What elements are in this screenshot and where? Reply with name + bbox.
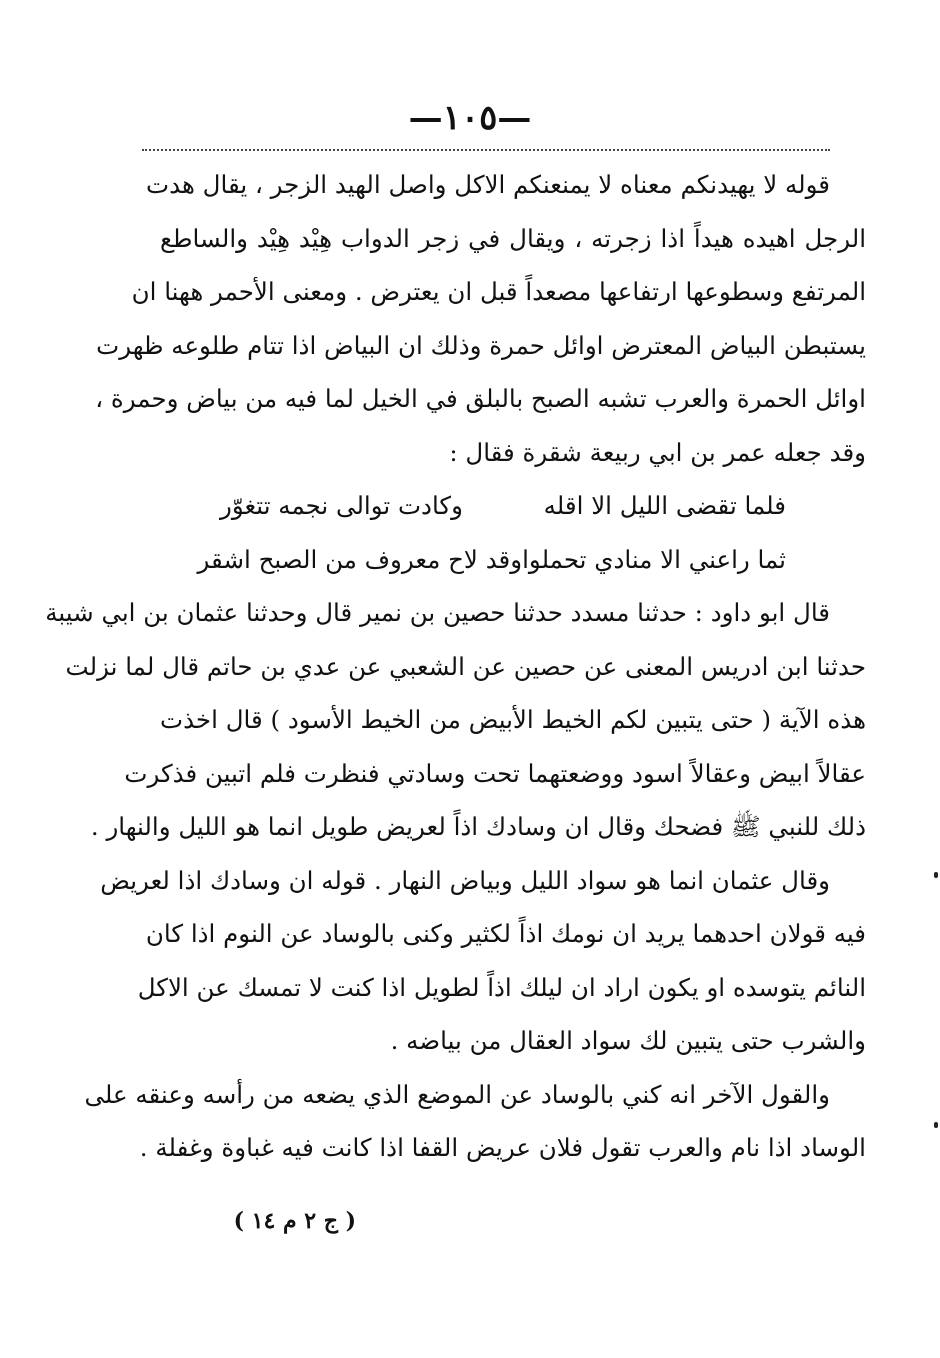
body-text bbox=[45, 158, 866, 1175]
verse-line bbox=[160, 533, 866, 587]
text-line: وقال عثمان انما هو سواد الليل وبياض النهار . قوله ان وسادك اذا لعريض bbox=[100, 865, 830, 895]
text-line: حدثنا ابن ادريس المعنى عن حصين عن الشعبي عن عدي بن حاتم قال لما نزلت bbox=[65, 651, 866, 681]
text-line: المرتفع وسطوعها ارتفاعها مصعداً قبل ان يعترض . ومعنى الأحمر ههنا ان bbox=[131, 277, 866, 306]
text-line: قال ابو داود : حدثنا مسدد حدثنا حصين بن نمير قال وحدثنا عثمان بن ابي شيبة bbox=[45, 598, 830, 627]
text-line: الوساد اذا نام والعرب تقول فلان عريض القفا اذا كانت فيه غباوة وغفلة . bbox=[139, 1133, 866, 1162]
text-line: والشرب حتى يتبين لك سواد العقال من بياضه . bbox=[390, 1026, 866, 1055]
text-line: وقد جعله عمر بن ابي ربيعة شقرة فقال : bbox=[449, 437, 866, 467]
verse-second-hemistich: وقد لاح معروف من الصبح اشقر bbox=[197, 544, 523, 574]
paragraph-1 bbox=[95, 158, 866, 479]
text-line: الرجل اهيده هيداً اذا زجرته ، ويقال في زجر الدواب هِيْد هِيْد والساطع bbox=[160, 223, 866, 253]
verse-first-hemistich: فلما تقضى الليل الا اقله bbox=[543, 491, 786, 520]
verse-first-hemistich: ثما راعني الا منادي تحملوا bbox=[522, 544, 786, 574]
scan-mark bbox=[934, 1122, 938, 1128]
text-line: والقول الآخر انه كني بالوساد عن الموضع الذي يضعه من رأسه وعنقه على bbox=[84, 1079, 830, 1109]
text-line: هذه الآية ( حتى يتبين لكم الخيط الأبيض من الخيط الأسود ) قال اخذت bbox=[160, 705, 866, 734]
text-line: فيه قولان احدهما يريد ان نومك اذاً لكثير وكنى بالوساد عن النوم اذا كان bbox=[145, 919, 866, 948]
text-line: يستبطن البياض المعترض اوائل حمرة وذلك ان البياض اذا تتام طلوعه ظهرت bbox=[96, 330, 866, 360]
text-line: اوائل الحمرة والعرب تشبه الصبح بالبلق في الخيل لما فيه من بياض وحمرة ، bbox=[95, 384, 866, 413]
verse-line bbox=[160, 479, 866, 533]
scan-mark bbox=[934, 872, 938, 878]
text-line: ذلك للنبي ﷺ فضحك وقال ان وسادك اذاً لعريض طويل انما هو الليل والنهار . bbox=[90, 812, 866, 841]
text-line: عقالاً ابيض وعقالاً اسود ووضعتهما تحت وسادتي فنظرت فلم اتبين فذكرت bbox=[124, 758, 866, 788]
text-line: النائم يتوسده او يكون اراد ان ليلك اذاً لطويل اذا كنت لا تمسك عن الاكل bbox=[137, 972, 866, 1002]
text-line: قوله لا يهيدنكم معناه لا يمنعنكم الاكل واصل الهيد الزجر ، يقال هدت bbox=[146, 170, 830, 199]
verse-second-hemistich: وكادت توالى نجمه تتغوّر bbox=[220, 491, 463, 520]
paragraph-4 bbox=[84, 1068, 866, 1175]
page-number: —١٠٥— bbox=[408, 98, 532, 138]
header-rule bbox=[142, 149, 830, 151]
paragraph-2 bbox=[45, 586, 866, 854]
paragraph-3 bbox=[100, 854, 866, 1068]
poem bbox=[160, 479, 866, 586]
footer-signature: ( ج ٢ م ١٤ ) bbox=[233, 1208, 356, 1234]
